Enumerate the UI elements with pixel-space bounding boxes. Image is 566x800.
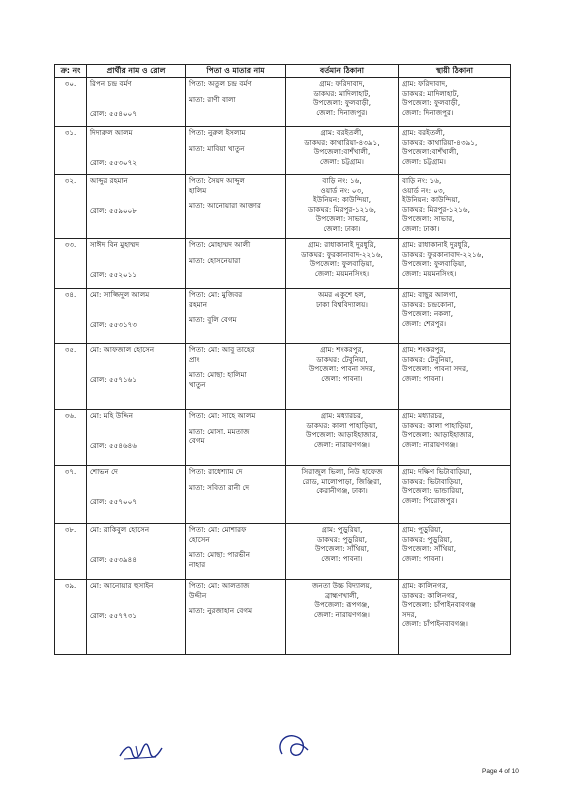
current-address-cell: [286, 239, 399, 289]
candidate-cell: [87, 580, 186, 655]
mother-name: মাতা: মোসা. মমতাজ: [189, 426, 250, 436]
father-name: নাহার: [189, 559, 206, 569]
table-header-row: [55, 65, 511, 78]
parents-cell: [186, 127, 286, 175]
father-name: পিতা: অতুল চন্দ্র বর্মণ: [189, 79, 252, 88]
table-row: [55, 289, 511, 344]
candidate-cell: [87, 344, 186, 410]
current-address-line: গ্রাম: রাধাকানাই দুরধুরি,: [308, 240, 376, 249]
parents-cell: [186, 289, 286, 344]
header-candidate: প্রার্থীর নাম ও রোল: [87, 65, 186, 78]
current-address-line: জেলা: দিনাজপুর।: [316, 107, 368, 117]
candidate-name: রিপন চন্দ্র বর্মণ: [90, 79, 132, 88]
permanent-address-line: ডাকঘর: কালা পাহাড়িয়া,: [402, 420, 473, 430]
parents-cell: [186, 580, 286, 655]
current-address-line: গ্রাম: শংকরপুর,: [320, 345, 364, 354]
candidate-name: আব্দুর রহমান: [90, 176, 128, 185]
current-address-line: জেলা: ঢাকা।: [323, 223, 361, 233]
father-name: পিতা: মো: মোশারফ: [189, 525, 247, 534]
permanent-address-line: উপজেলা: আড়াইহাজার,: [402, 430, 474, 439]
current-address-line: উপজেলা: আড়াইহাজার,: [306, 430, 378, 439]
permanent-address-line: ইউনিয়ন: কাউন্দিয়া,: [402, 195, 461, 204]
candidate-roll: রোল: ৫৫৪৬৪৬: [90, 440, 138, 450]
serial-number: ৩৭.: [55, 466, 87, 524]
candidate-roll: রোল: ৫৫৪০০৭: [90, 108, 138, 118]
serial-number: ৩৮.: [55, 524, 87, 580]
table-row: [55, 78, 511, 127]
current-address-line: ইউনিয়ন: কাউন্দিয়া,: [312, 195, 372, 204]
current-address-line: জেলা: ময়মনসিংহ।: [314, 268, 370, 278]
candidate-roll: রোল: ৫৫৯০০৮: [90, 205, 138, 215]
permanent-address-line: জেলা: নারায়ণগঞ্জ।: [402, 439, 458, 449]
serial-number: ৩২.: [55, 175, 87, 239]
permanent-address-cell: [399, 239, 511, 289]
current-address-line: অমর একুশে হল,: [318, 290, 366, 299]
candidate-name: মো: রাকিবুল হোসেন: [90, 525, 150, 534]
table-row: [55, 524, 511, 580]
permanent-address-line: উপজেলা: সাভার,: [402, 214, 455, 223]
table-row: [55, 580, 511, 655]
candidate-cell: [87, 175, 186, 239]
candidate-name: মো: আফজাল হোসেন: [90, 345, 155, 354]
permanent-address-line: ডাকঘর: পুড়ুরিয়া,: [402, 534, 453, 544]
permanent-address-line: ডাকঘর: টেবুনিয়া,: [402, 354, 454, 364]
mother-name: মাতা: সবিতা রানী দে: [189, 482, 250, 492]
candidate-roll: রোল: ৫৫২০১১: [90, 269, 138, 279]
current-address-line: গ্রাম: ফরিদাবাদ,: [319, 79, 365, 88]
father-name: উদ্দীন: [189, 590, 207, 600]
mother-name: মাতা: মোছা: পারভীন: [189, 550, 251, 559]
father-name: হোসেন: [189, 534, 210, 544]
permanent-address-cell: [399, 175, 511, 239]
current-address-line: কেরানীগঞ্জ, ঢাকা।: [316, 486, 368, 495]
current-address-line: উপজেলা: সাঁথিয়া,: [314, 544, 370, 553]
permanent-address-cell: [399, 127, 511, 175]
current-address-cell: [286, 344, 399, 410]
header-parents: পিতা ও মাতার নাম: [186, 65, 286, 78]
current-address-line: জেলা: পাবনা।: [321, 373, 363, 383]
current-address-cell: [286, 127, 399, 175]
permanent-address-line: জেলা: পাবনা।: [402, 373, 444, 383]
permanent-address-line: গ্রাম: ফরিদাবাদ,: [402, 79, 448, 88]
current-address-line: জেলা: পাবনা।: [321, 553, 363, 563]
table-row: [55, 175, 511, 239]
current-address-line: উপজেলা:বাশঁখালী,: [313, 147, 371, 156]
permanent-address-cell: [399, 466, 511, 524]
permanent-address-line: জেলা: দিনাজপুর।: [402, 107, 454, 117]
current-address-line: ডাকঘর: পুড়ুরিয়া,: [316, 534, 368, 544]
current-address-line: ডাকঘর: কালা পাহাড়িয়া,: [306, 420, 378, 430]
mother-name: মাতা: নুরজাহান বেগম: [189, 606, 253, 615]
current-address-cell: [286, 410, 399, 466]
candidate-table: [54, 64, 511, 655]
current-address-cell: [286, 78, 399, 127]
permanent-address-line: গ্রাম: দক্ষিণ ভিটাবাড়িয়া,: [402, 467, 472, 476]
permanent-address-line: ডাকঘর: ফুরকানাবাদ-২২১৬,: [402, 249, 484, 259]
serial-number: ৩৫.: [55, 344, 87, 410]
father-name: বেগম: [189, 436, 205, 445]
current-address-line: ডাকঘর: টেবুনিয়া,: [316, 354, 368, 364]
permanent-address-line: জেলা: পিরোজপুর।: [402, 495, 458, 505]
parents-cell: [186, 175, 286, 239]
father-name: পিতা: রাধেশ্যাম দে: [189, 467, 243, 476]
serial-number: ৩৬.: [55, 410, 87, 466]
current-address-line: উপজেলা: ফুলবাড়ী,: [312, 98, 372, 107]
signature-left: [116, 740, 166, 764]
father-name: পিতা: মোহাম্মদ আলী: [189, 240, 251, 249]
candidate-roll: রোল: ৫৫৭৭৩১: [90, 610, 138, 620]
father-name: প্রাং: [189, 354, 200, 364]
current-address-line: সিরাজুল ভিলা, নিউ হাফেজ: [301, 467, 383, 476]
permanent-address-cell: [399, 524, 511, 580]
permanent-address-line: ডাকঘর: মিরপুর-১২১৬,: [402, 204, 470, 214]
permanent-address-line: জেলা: পাবনা।: [402, 553, 444, 563]
permanent-address-line: জেলা: শেরপুর।: [402, 318, 447, 328]
serial-number: ৩৪.: [55, 289, 87, 344]
candidate-roll: রোল: ৫৫৩৯৪৪: [90, 554, 138, 564]
current-address-line: উপজেলা: রূপগঞ্জ,: [314, 600, 370, 609]
permanent-address-line: ডাকঘর: চন্দ্রকোনা,: [402, 299, 456, 309]
permanent-address-line: গ্রাম: বাছুর আলগা,: [402, 290, 458, 299]
table-row: [55, 239, 511, 289]
current-address-line: উপজেলা: পাবনা সদর,: [308, 364, 376, 373]
candidate-cell: [87, 127, 186, 175]
parents-cell: [186, 524, 286, 580]
permanent-address-cell: [399, 410, 511, 466]
mother-name: মাতা: মোছা: হালিমা: [189, 370, 247, 379]
candidate-cell: [87, 524, 186, 580]
candidate-cell: [87, 289, 186, 344]
current-address-cell: [286, 580, 399, 655]
current-address-line: ডাকঘর: মাদিলাহাট,: [313, 88, 371, 98]
permanent-address-line: গ্রাম: পুড়ুরিয়া,: [402, 525, 443, 534]
permanent-address-line: উপজেলা: চাঁপাইনবাবগঞ্জ: [402, 600, 476, 609]
serial-number: ৩০.: [55, 78, 87, 127]
current-address-line: গ্রাম: মধ্যারচর,: [320, 411, 364, 420]
current-address-line: ডাকঘর: ফুরকানাবাদ-২২১৬,: [301, 249, 383, 259]
father-name: খাতুন: [189, 379, 206, 389]
father-name: পিতা: সৈয়দ আব্দুল: [189, 176, 245, 185]
permanent-address-line: ডাকঘর: কাথারিয়া-৪৩৯১,: [402, 137, 478, 147]
table-row: [55, 410, 511, 466]
current-address-line: ঢাকা বিশ্ববিদ্যালয়।: [316, 299, 368, 309]
header-permanent-address: স্থায়ী ঠিকানা: [399, 65, 511, 78]
permanent-address-line: জেলা: চাঁপাইনবাবগঞ্জ।: [402, 619, 468, 628]
permanent-address-cell: [399, 78, 511, 127]
header-current-address: বর্তমান ঠিকানা: [286, 65, 399, 78]
current-address-line: গ্রাম: বরইতলী,: [320, 128, 364, 137]
candidate-name: দিদারুল আলম: [90, 128, 133, 137]
table-row: [55, 466, 511, 524]
candidate-name: সাঈদ বিন মুহাম্মদ: [90, 240, 140, 249]
current-address-line: জেলা: নারায়ণগঞ্জ।: [314, 609, 370, 619]
signature-right: [274, 730, 314, 760]
candidate-roll: রোল: ৫৫৭০০৭: [90, 496, 138, 506]
father-name: পিতা: মো: আবু তাহের: [189, 345, 255, 354]
serial-number: ৩৩.: [55, 239, 87, 289]
current-address-line: ডাকঘর: মিরপুর-১২১৬,: [308, 204, 376, 214]
candidate-cell: [87, 78, 186, 127]
permanent-address-line: জেলা: ময়মনসিংহ।: [402, 268, 457, 278]
candidate-roll: রোল: ৫৫৩০৭২: [90, 157, 138, 167]
permanent-address-cell: [399, 289, 511, 344]
current-address-line: রোড, মালোপাড়া, জিঞ্জিরা,: [302, 476, 382, 486]
current-address-line: ডাকঘর: কাথারিয়া-৪৩৯১,: [304, 137, 380, 147]
candidate-name: মো: সাজ্জিদুল আলম: [90, 290, 150, 299]
father-name: রহমান: [189, 299, 208, 309]
permanent-address-line: ডাকঘর: কালিনগর,: [402, 590, 458, 600]
parents-cell: [186, 410, 286, 466]
header-sl: ক্র: নং: [55, 65, 87, 78]
permanent-address-cell: [399, 344, 511, 410]
father-name: পিতা: মো: মুজিবর: [189, 290, 243, 299]
candidate-cell: [87, 466, 186, 524]
permanent-address-line: উপজেলা: ফুলবাড়ী,: [402, 98, 461, 107]
father-name: পিতা: মো: আলতাজ: [189, 581, 250, 590]
candidate-roll: রোল: ৫৫৭১৬১: [90, 374, 138, 384]
permanent-address-line: গ্রাম: মধ্যারচর,: [402, 411, 445, 420]
current-address-line: বাড়ি নং: ১৬,: [322, 176, 362, 185]
permanent-address-line: গ্রাম: কালিনগর,: [402, 581, 448, 590]
mother-name: মাতা: রাণী বালা: [189, 94, 236, 104]
candidate-cell: [87, 239, 186, 289]
permanent-address-cell: [399, 580, 511, 655]
permanent-address-line: উপজেলা: সাঁথিয়া,: [402, 544, 457, 553]
permanent-address-line: জেলা: চট্টগ্রাম।: [402, 156, 446, 166]
permanent-address-line: উপজেলা: ফুলবাড়িয়া,: [402, 259, 467, 268]
candidate-cell: [87, 410, 186, 466]
current-address-line: ওয়ার্ড নং: ০৩,: [320, 185, 364, 195]
father-name: হালিম: [189, 185, 207, 195]
permanent-address-line: গ্রাম: শংকরপুর,: [402, 345, 446, 354]
current-address-cell: [286, 466, 399, 524]
candidate-name: শোভন দে: [90, 467, 118, 476]
current-address-line: উপজেলা: ফুলবাড়িয়া,: [309, 259, 375, 268]
current-address-line: গ্রাম: পুড়ুরিয়া,: [321, 525, 363, 534]
permanent-address-line: উপজেলা: পাবনা সদর,: [402, 364, 469, 373]
parents-cell: [186, 344, 286, 410]
current-address-cell: [286, 289, 399, 344]
permanent-address-line: ওয়ার্ড নং: ০৩,: [402, 185, 445, 195]
mother-name: মাতা: আনোয়ারা আক্তার: [189, 201, 261, 210]
permanent-address-line: সদর,: [402, 609, 417, 619]
father-name: পিতা: নুরুল ইসলাম: [189, 128, 246, 137]
permanent-address-line: ডাকঘর: ভিটাবাড়িয়া,: [402, 476, 463, 486]
mother-name: মাতা: মাবিয়া খাতুন: [189, 143, 245, 153]
parents-cell: [186, 466, 286, 524]
parents-cell: [186, 78, 286, 127]
mother-name: মাতা: হোসনেয়ারা: [189, 255, 241, 265]
table-row: [55, 127, 511, 175]
candidate-name: মো: আনোয়ার হুসাইন: [90, 581, 154, 590]
serial-number: ৩১.: [55, 127, 87, 175]
serial-number: ৩৯.: [55, 580, 87, 655]
current-address-line: জেলা: চট্টগ্রাম।: [320, 156, 364, 166]
parents-cell: [186, 239, 286, 289]
current-address-line: উপজেলা: সাভার,: [315, 214, 369, 223]
permanent-address-line: উপজেলা:বাশঁখালী,: [402, 147, 459, 156]
current-address-line: ব্রাহ্মণখালী,: [325, 590, 359, 600]
permanent-address-line: গ্রাম: রাধাকানাই দুরধুরি,: [402, 240, 470, 249]
permanent-address-line: গ্রাম: বরইতলী,: [402, 128, 445, 137]
current-address-line: জনতা উচ্চ বিদ্যালয়,: [311, 581, 372, 590]
current-address-cell: [286, 175, 399, 239]
page-number: Page 4 of 10: [482, 768, 519, 775]
permanent-address-line: উপজেলা: ভান্ডারিয়া,: [402, 486, 464, 495]
mother-name: মাতা: বুলি বেগম: [189, 315, 237, 324]
permanent-address-line: জেলা: ঢাকা।: [402, 223, 440, 233]
permanent-address-line: বাড়ি নং: ১৬,: [402, 176, 442, 185]
permanent-address-line: উপজেলা: নকলা,: [402, 309, 453, 318]
candidate-roll: রোল: ৫৫৩১৭৩: [90, 319, 138, 329]
current-address-line: জেলা: নারায়ণগঞ্জ।: [314, 439, 370, 449]
current-address-cell: [286, 524, 399, 580]
permanent-address-line: ডাকঘর: মাদিলাহাট,: [402, 88, 459, 98]
father-name: পিতা: মো: সাহে আলম: [189, 411, 256, 420]
candidate-name: মো: মহি উদ্দিন: [90, 411, 134, 420]
table-row: [55, 344, 511, 410]
